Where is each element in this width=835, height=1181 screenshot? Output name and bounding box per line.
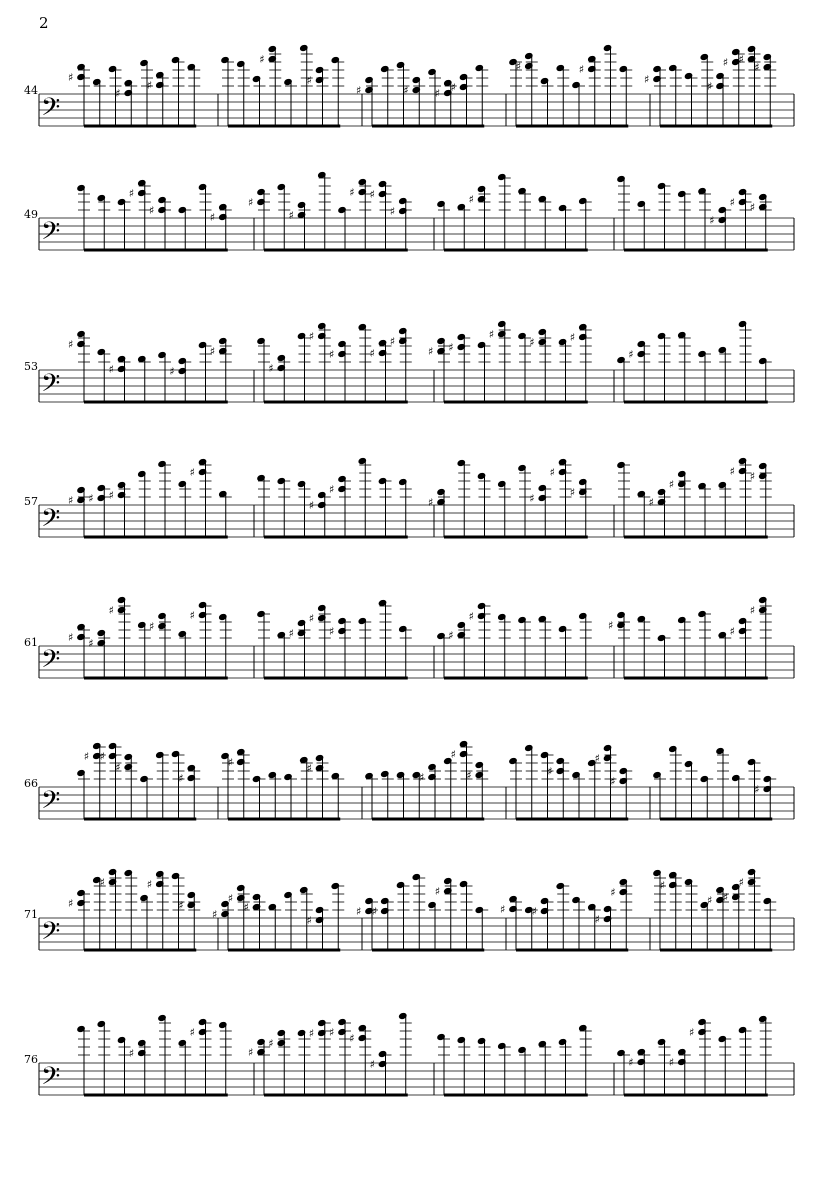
sharp-icon: ♯: [738, 876, 744, 889]
sharp-icon: ♯: [594, 752, 600, 765]
sharp-icon: ♯: [689, 1026, 695, 1039]
sharp-icon: ♯: [178, 772, 184, 785]
sharp-icon: ♯: [610, 775, 616, 788]
sharp-icon: ♯: [403, 84, 409, 97]
sharp-icon: ♯: [329, 1026, 335, 1039]
sharp-icon: ♯: [434, 87, 441, 100]
sharp-icon: ♯: [628, 1056, 634, 1069]
sharp-icon: ♯: [99, 750, 105, 763]
sharp-icon: ♯: [371, 905, 378, 918]
sharp-icon: ♯: [389, 335, 396, 348]
sharp-icon: ♯: [610, 886, 616, 899]
sharp-icon: ♯: [68, 71, 74, 84]
sharp-icon: ♯: [268, 1037, 274, 1050]
sharp-icon: ♯: [428, 345, 434, 358]
sharp-icon: ♯: [209, 211, 216, 224]
sharp-icon: ♯: [428, 496, 434, 509]
sharp-icon: ♯: [468, 193, 474, 206]
sharp-icon: ♯: [369, 1058, 375, 1071]
sharp-icon: ♯: [608, 619, 614, 632]
sharp-icon: ♯: [128, 187, 135, 200]
measure-number: 71: [24, 908, 38, 921]
sharp-icon: ♯: [729, 465, 735, 478]
sharp-icon: ♯: [108, 604, 114, 617]
sharp-icon: ♯: [729, 196, 735, 209]
bass-clef-icon: 𝄢: [41, 93, 61, 128]
sharp-icon: ♯: [68, 897, 74, 910]
sharp-icon: ♯: [268, 362, 274, 375]
sharp-icon: ♯: [594, 913, 600, 926]
sharp-icon: ♯: [99, 876, 105, 889]
sharp-icon: ♯: [227, 892, 234, 905]
sharp-icon: ♯: [308, 1027, 315, 1040]
sharp-icon: ♯: [448, 629, 454, 642]
sharp-icon: ♯: [668, 1056, 675, 1069]
sharp-icon: ♯: [308, 330, 315, 343]
page-number: 2: [39, 14, 49, 32]
measure-number: 61: [24, 636, 38, 649]
measure-number: 57: [24, 495, 38, 508]
measure-number: 66: [24, 777, 38, 790]
sharp-icon: ♯: [448, 341, 454, 354]
sharp-icon: ♯: [722, 891, 729, 904]
sharp-icon: ♯: [108, 363, 114, 376]
sharp-icon: ♯: [434, 885, 441, 898]
sharp-icon: ♯: [68, 631, 74, 644]
sharp-icon: ♯: [308, 499, 315, 512]
sharp-icon: ♯: [88, 637, 94, 650]
sharp-icon: ♯: [248, 1046, 254, 1059]
measure-number: 44: [24, 84, 38, 97]
bass-clef-icon: 𝄢: [41, 504, 61, 539]
bass-clef-icon: 𝄢: [41, 369, 61, 404]
sharp-icon: ♯: [709, 214, 715, 227]
sharp-icon: ♯: [189, 609, 195, 622]
sharp-icon: ♯: [419, 771, 425, 784]
sharp-icon: ♯: [68, 338, 74, 351]
sharp-icon: ♯: [349, 186, 355, 199]
sharp-icon: ♯: [68, 494, 74, 507]
sharp-icon: ♯: [529, 492, 535, 505]
sharp-icon: ♯: [569, 331, 576, 344]
sharp-icon: ♯: [707, 894, 713, 907]
sharp-icon: ♯: [329, 625, 335, 638]
sharp-icon: ♯: [306, 762, 312, 775]
sharp-icon: ♯: [356, 84, 362, 97]
sharp-icon: ♯: [707, 80, 713, 93]
measure-number: 49: [24, 208, 38, 221]
sharp-icon: ♯: [128, 1047, 135, 1060]
sharp-icon: ♯: [288, 627, 294, 640]
sharp-icon: ♯: [149, 620, 155, 633]
sharp-icon: ♯: [212, 908, 218, 921]
sharp-icon: ♯: [515, 60, 522, 73]
sharp-icon: ♯: [659, 879, 666, 892]
sharp-icon: ♯: [466, 769, 472, 782]
sharp-icon: ♯: [754, 783, 760, 796]
sharp-icon: ♯: [349, 1032, 355, 1045]
sharp-icon: ♯: [169, 365, 175, 378]
bass-clef-icon: 𝄢: [41, 217, 61, 252]
measure-number: 76: [24, 1053, 38, 1066]
sharp-icon: ♯: [83, 750, 90, 763]
sharp-icon: ♯: [450, 81, 456, 94]
sharp-icon: ♯: [146, 79, 153, 92]
sharp-icon: ♯: [722, 56, 729, 69]
sharp-icon: ♯: [209, 345, 216, 358]
sharp-icon: ♯: [500, 903, 506, 916]
sharp-icon: ♯: [749, 201, 756, 214]
sharp-icon: ♯: [450, 748, 456, 761]
sharp-icon: ♯: [329, 348, 335, 361]
bass-clef-icon: 𝄢: [41, 786, 61, 821]
bass-clef-icon: 𝄢: [41, 645, 61, 680]
sharp-icon: ♯: [306, 914, 312, 927]
sharp-icon: ♯: [288, 209, 294, 222]
sharp-icon: ♯: [569, 486, 576, 499]
sharp-icon: ♯: [146, 878, 153, 891]
sharp-icon: ♯: [248, 196, 254, 209]
sharp-icon: ♯: [668, 478, 675, 491]
sharp-icon: ♯: [115, 87, 121, 100]
sharp-icon: ♯: [115, 761, 121, 774]
sharp-icon: ♯: [178, 899, 184, 912]
sharp-icon: ♯: [488, 328, 495, 341]
sharp-icon: ♯: [108, 489, 114, 502]
sharp-icon: ♯: [468, 610, 474, 623]
sharp-icon: ♯: [578, 63, 585, 76]
sharp-icon: ♯: [329, 483, 335, 496]
sharp-icon: ♯: [648, 496, 654, 509]
sharp-icon: ♯: [259, 53, 265, 66]
sharp-icon: ♯: [644, 73, 650, 86]
sharp-icon: ♯: [749, 604, 756, 617]
sharp-icon: ♯: [738, 53, 744, 66]
sharp-icon: ♯: [531, 905, 537, 918]
sharp-icon: ♯: [189, 466, 195, 479]
sharp-icon: ♯: [149, 204, 155, 217]
sharp-icon: ♯: [389, 205, 396, 218]
sharp-icon: ♯: [356, 905, 362, 918]
sharp-icon: ♯: [549, 466, 555, 479]
sharp-icon: ♯: [88, 492, 94, 505]
sharp-icon: ♯: [227, 756, 234, 769]
sharp-icon: ♯: [749, 470, 756, 483]
sharp-icon: ♯: [189, 1026, 195, 1039]
sharp-icon: ♯: [308, 612, 315, 625]
measure-number: 53: [24, 360, 38, 373]
bass-clef-icon: 𝄢: [41, 1062, 61, 1097]
sharp-icon: ♯: [529, 336, 535, 349]
sharp-icon: ♯: [369, 347, 375, 360]
bass-clef-icon: 𝄢: [41, 917, 61, 952]
sharp-icon: ♯: [729, 625, 735, 638]
sharp-icon: ♯: [547, 765, 553, 778]
sharp-icon: ♯: [243, 901, 249, 914]
sharp-icon: ♯: [369, 188, 375, 201]
sharp-icon: ♯: [628, 348, 634, 361]
sharp-icon: ♯: [754, 61, 760, 74]
sharp-icon: ♯: [306, 74, 312, 87]
